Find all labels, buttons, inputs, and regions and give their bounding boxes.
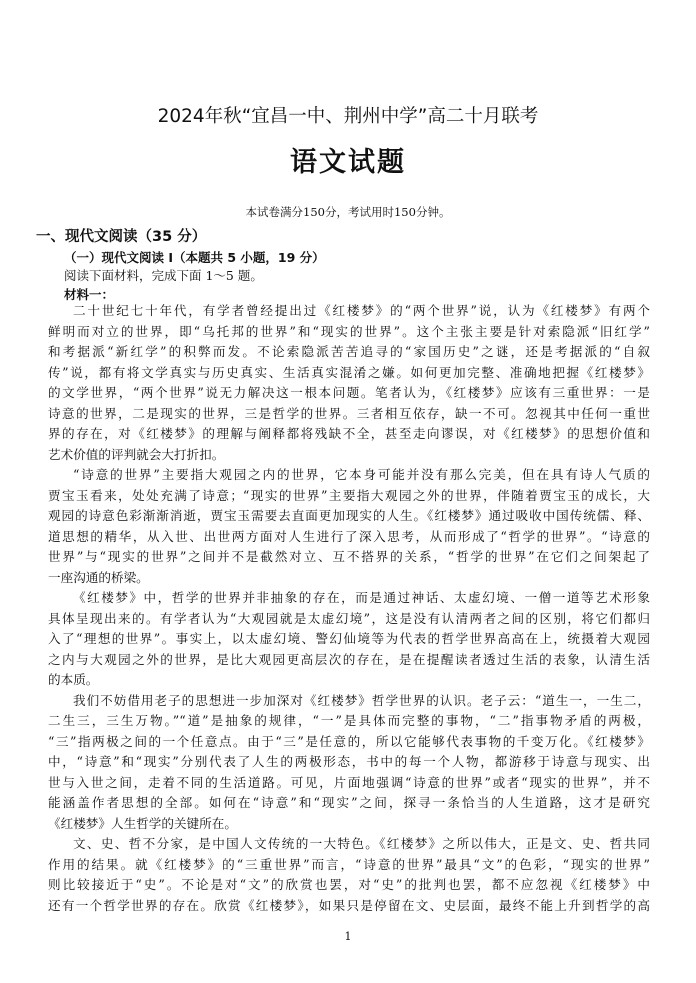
passage-line: 能涵盖作者思想的全部。如何在“诗意”和“现实”之间，探寻一条恰当的人生道路，这才是研究 xyxy=(48,795,650,810)
exam-title: 2024年秋“宜昌一中、荆州中学”高二十月联考 xyxy=(157,106,539,127)
passage-line: 和考据派“新红学”的积弊而发。不论索隐派苦苦追寻的“家国历史”之谜，还是考据派的“自叙 xyxy=(48,344,650,359)
material-label: 材料一： xyxy=(64,287,115,302)
passage-line: 二十世纪七十年代，有学者曾经提出过《红楼梦》的“两个世界”说，认为《红楼梦》有两个 xyxy=(73,303,650,318)
passage-line: 还有一个哲学世界的存在。欣赏《红楼梦》，如果只是停留在文、史层面，最终不能上升到哲学的高 xyxy=(48,897,650,913)
passage-line: 则比较接近于“史”。不论是对“文”的欣赏也罢，对“史”的批判也罢，都不应忽视《红楼梦》中 xyxy=(48,877,650,892)
page-number: 1 xyxy=(344,930,352,943)
subject-title: 语文试题 xyxy=(290,147,406,178)
passage-line: 传”说，都有将文学真实与历史真实、生活真实混淆之嫌。如何更加完整、准确地把握《红楼梦》 xyxy=(48,364,650,380)
passage-line: 鲜明而对立的世界，即“乌托邦的世界”和“现实的世界”。这个主张主要是针对索隐派“旧红学” xyxy=(48,323,650,339)
passage-line: “三”指两极之间的一个任意点。由于“三”是任意的，所以它能够代表事物的千变万化。《红楼梦》 xyxy=(48,733,650,749)
passage-line: 世界”与“现实的世界”之间并不是截然对立、互不搭界的关系，“哲学的世界”在它们之间架起了 xyxy=(48,549,650,564)
exam-note: 本试卷满分150分，考试用时150分钟。 xyxy=(245,205,451,219)
passage-line: 入了“理想的世界”。事实上，以太虚幻境、警幻仙境等为代表的哲学世界高高在上，统摄着大观园 xyxy=(48,631,650,646)
section-heading: 一、现代文阅读（35 分） xyxy=(36,229,207,245)
passage-line: 我们不妨借用老子的思想进一步加深对《红楼梦》哲学世界的认识。老子云：“道生一，一生二， xyxy=(73,692,650,708)
subsection-heading: （一）现代文阅读 I（本题共 5 小题，19 分） xyxy=(64,250,325,265)
passage-body xyxy=(48,301,650,916)
passage-line: 诗意的世界，二是现实的世界，三是哲学的世界。三者相互依存，缺一不可。忽视其中任何一重世 xyxy=(48,405,650,421)
passage-line: 中，“诗意”和“现实”分别代表了人生的两极形态，书中的每一个人物，都游移于诗意与现实、出 xyxy=(48,754,650,769)
passage-line: 文、史、哲不分家，是中国人文传统的一大特色。《红楼梦》之所以伟大，正是文、史、哲共同 xyxy=(73,836,650,851)
passage-line: 世与入世之间，走着不同的生活道路。可见，片面地强调“诗意的世界”或者“现实的世界”，并不 xyxy=(48,774,650,790)
passage-line: “诗意的世界”主要指大观园之内的世界，它本身可能并没有那么完美，但在具有诗人气质的 xyxy=(73,467,650,482)
passage-line: 贾宝玉看来，处处充满了诗意；“现实的世界”主要指大观园之外的世界，伴随着贾宝玉的成长，大 xyxy=(48,487,650,503)
passage-line: 的本质。 xyxy=(48,672,99,687)
passage-line: 二生三，三生万物。”“道”是抽象的规律，“一”是具体而完整的事物，“二”指事物矛盾的两极， xyxy=(48,713,650,728)
passage-line: 观园的诗意色彩渐渐消逝，贾宝玉需要去直面更加现实的人生。《红楼梦》通过吸收中国传统儒、释、 xyxy=(48,508,650,523)
passage-line: 道思想的精华，从入世、出世两方面对人生进行了深入思考，从而形成了“哲学的世界”。“诗意的 xyxy=(48,528,650,544)
passage-line: 界的存在，对《红楼梦》的理解与阐释都将残缺不全，甚至走向谬误，对《红楼梦》的思想价值和 xyxy=(48,426,650,441)
passage-line: 之内与大观园之外的世界，是比大观园更高层次的存在，是在提醒读者透过生活的表象，认清生活 xyxy=(48,651,650,667)
passage-line: 的文学世界，“两个世界”说无力解决这一根本问题。笔者认为，《红楼梦》应该有三重世界：一是 xyxy=(48,385,650,400)
instruction: 阅读下面材料，完成下面 1～5 题。 xyxy=(64,268,263,283)
passage-line: 艺术价值的评判就会大打折扣。 xyxy=(48,446,225,462)
passage-line: 作用的结果。就《红楼梦》的“三重世界”而言，“诗意的世界”最具“文”的色彩，“现实的世界” xyxy=(48,856,650,872)
passage-line: 具体呈现出来的。有学者认为“大观园就是太虚幻境”，这是没有认清两者之间的区别，将它们都归 xyxy=(48,610,650,626)
passage-line: 《红楼梦》中，哲学的世界并非抽象的存在，而是通过神话、太虚幻境、一僧一道等艺术形象 xyxy=(73,590,650,605)
passage-line: 一座沟通的桥梁。 xyxy=(48,569,149,585)
passage-line: 《红楼梦》人生哲学的关键所在。 xyxy=(48,815,237,831)
